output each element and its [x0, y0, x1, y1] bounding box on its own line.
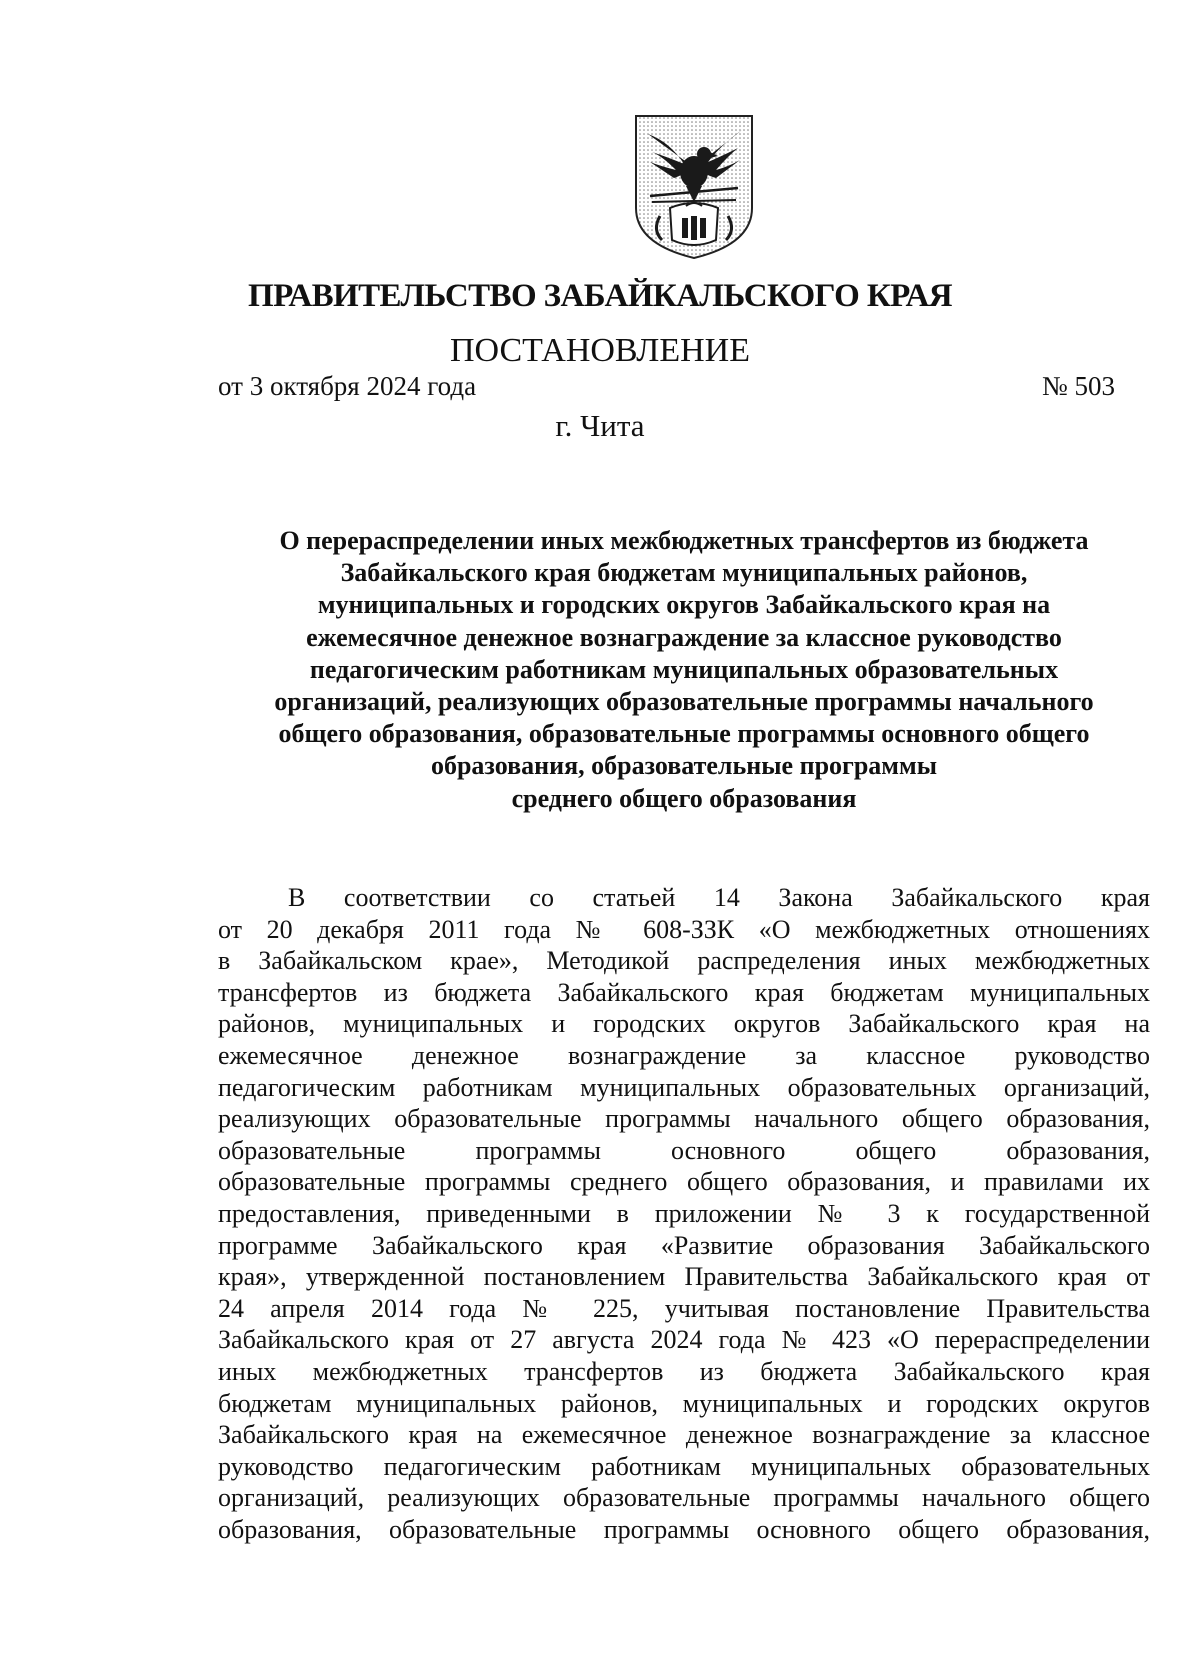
- body-line: педагогическим работникам муниципальных образовательных организаций,: [218, 1072, 1150, 1102]
- body-line: края», утвержденной постановлением Правительства Забайкальского края от: [218, 1262, 1150, 1292]
- subject-line: образования, образовательные программы: [430, 751, 938, 781]
- subject-line: педагогическим работникам муниципальных образовательных: [309, 654, 1059, 684]
- body-line: реализующих образовательные программы начального общего образования,: [218, 1104, 1150, 1134]
- document-city: г. Чита: [555, 408, 645, 443]
- body-line: Забайкальского края от 27 августа 2024 года № 423 «О перераспределении: [218, 1325, 1150, 1355]
- body-line: руководство педагогическим работникам муниципальных образовательных: [218, 1451, 1150, 1481]
- document-subject: [218, 525, 1150, 815]
- document-date: от 3 октября 2024 года: [218, 371, 477, 401]
- body-line: районов, муниципальных и городских округов Забайкальского края на: [218, 1009, 1150, 1039]
- subject-line: Забайкальского края бюджетам муниципальных районов,: [340, 558, 1028, 588]
- subject-line: общего образования, образовательные программы основного общего: [278, 719, 1090, 749]
- body-line: образовательные программы среднего общего образования, и правилами их: [218, 1167, 1150, 1197]
- document-number: № 503: [1041, 371, 1115, 401]
- body-line: в Забайкальском крае», Методикой распределения иных межбюджетных: [218, 946, 1150, 976]
- coat-of-arms-icon: [630, 112, 758, 262]
- body-line: предоставления, приведенными в приложении № 3 к государственной: [218, 1198, 1150, 1228]
- subject-line: муниципальных и городских округов Забайкальского края на: [317, 590, 1051, 620]
- subject-line: О перераспределении иных межбюджетных трансфертов из бюджета: [279, 526, 1089, 555]
- body-line: 24 апреля 2014 года № 225, учитывая постановление Правительства: [218, 1293, 1150, 1323]
- body-line: бюджетам муниципальных районов, муниципальных и городских округов: [218, 1388, 1150, 1418]
- body-paragraph: [218, 882, 1150, 1545]
- subject-line: ежемесячное денежное вознаграждение за классное руководство: [306, 622, 1062, 652]
- body-line: организаций, реализующих образовательные программы начального общего: [218, 1483, 1150, 1513]
- body-line: Забайкальского края на ежемесячное денежное вознаграждение за классное: [218, 1420, 1150, 1450]
- body-line: трансфертов из бюджета Забайкальского края бюджетам муниципальных: [218, 977, 1150, 1007]
- body-line: от 20 декабря 2011 года № 608-ЗЗК «О межбюджетных отношениях: [218, 914, 1150, 944]
- body-line: образования, образовательные программы основного общего образования,: [218, 1514, 1150, 1544]
- subject-line: организаций, реализующих образовательные программы начального: [274, 687, 1094, 717]
- body-line: ежемесячное денежное вознаграждение за классное руководство: [218, 1040, 1150, 1070]
- government-title: ПРАВИТЕЛЬСТВО ЗАБАЙКАЛЬСКОГО КРАЯ: [248, 278, 952, 314]
- body-line: В соответствии со статьей 14 Закона Забайкальского края: [288, 883, 1150, 912]
- subject-line: среднего общего образования: [511, 783, 857, 813]
- document-type: ПОСТАНОВЛЕНИЕ: [449, 332, 751, 369]
- body-line: программе Забайкальского края «Развитие образования Забайкальского: [218, 1230, 1150, 1260]
- body-line: иных межбюджетных трансфертов из бюджета Забайкальского края: [218, 1356, 1150, 1386]
- body-line: образовательные программы основного общего образования,: [218, 1135, 1150, 1165]
